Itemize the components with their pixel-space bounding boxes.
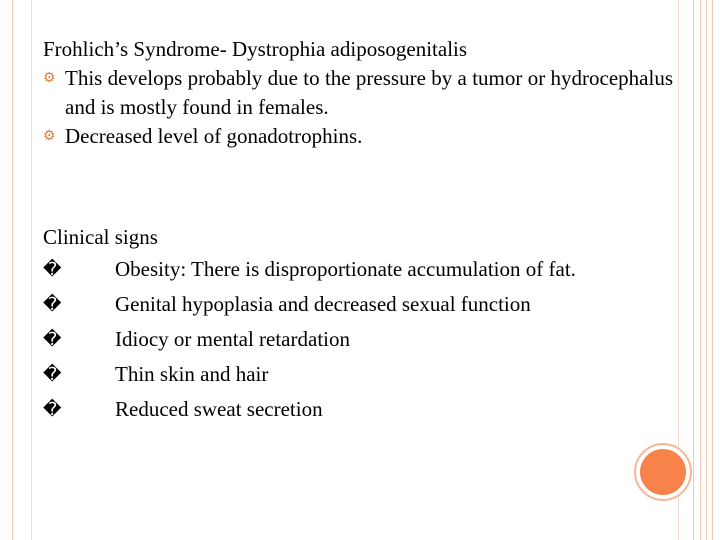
missing-glyph-box: �: [43, 399, 62, 420]
side-line: [700, 0, 701, 540]
spacer: [43, 151, 673, 223]
sign-item: [43, 252, 673, 287]
sign-item: [43, 322, 673, 357]
side-lines: [700, 0, 718, 540]
missing-glyph-box: �: [43, 329, 62, 350]
slide-content: [43, 35, 673, 427]
sign-text: Idiocy or mental retardation: [115, 327, 350, 351]
bullet-text: Decreased level of gonadotrophins.: [65, 124, 363, 148]
sign-text: Reduced sweat secretion: [115, 397, 323, 421]
gear-icon: ⚙: [43, 71, 56, 86]
side-line: [712, 0, 713, 540]
sign-item: [43, 392, 673, 427]
bullet-item: [43, 64, 673, 122]
clinical-signs-heading: Clinical signs: [43, 225, 158, 249]
bullet-text: This develops probably due to the pressure by a tumor or hydrocephalus and is mostly found in females.: [65, 66, 673, 119]
gear-icon: ⚙: [43, 129, 56, 144]
bullet-item: [43, 122, 673, 151]
sign-text: Genital hypoplasia and decreased sexual function: [115, 292, 531, 316]
sign-item: [43, 357, 673, 392]
decorative-circle: [640, 449, 686, 495]
slide-title: Frohlich’s Syndrome- Dystrophia adiposogenitalis: [43, 37, 468, 61]
missing-glyph-box: �: [43, 259, 62, 280]
missing-glyph-box: �: [43, 364, 62, 385]
missing-glyph-box: �: [43, 294, 62, 315]
sign-item: [43, 287, 673, 322]
sign-text: Obesity: There is disproportionate accumulation of fat.: [115, 257, 576, 281]
sign-text: Thin skin and hair: [115, 362, 269, 386]
side-line: [706, 0, 707, 540]
